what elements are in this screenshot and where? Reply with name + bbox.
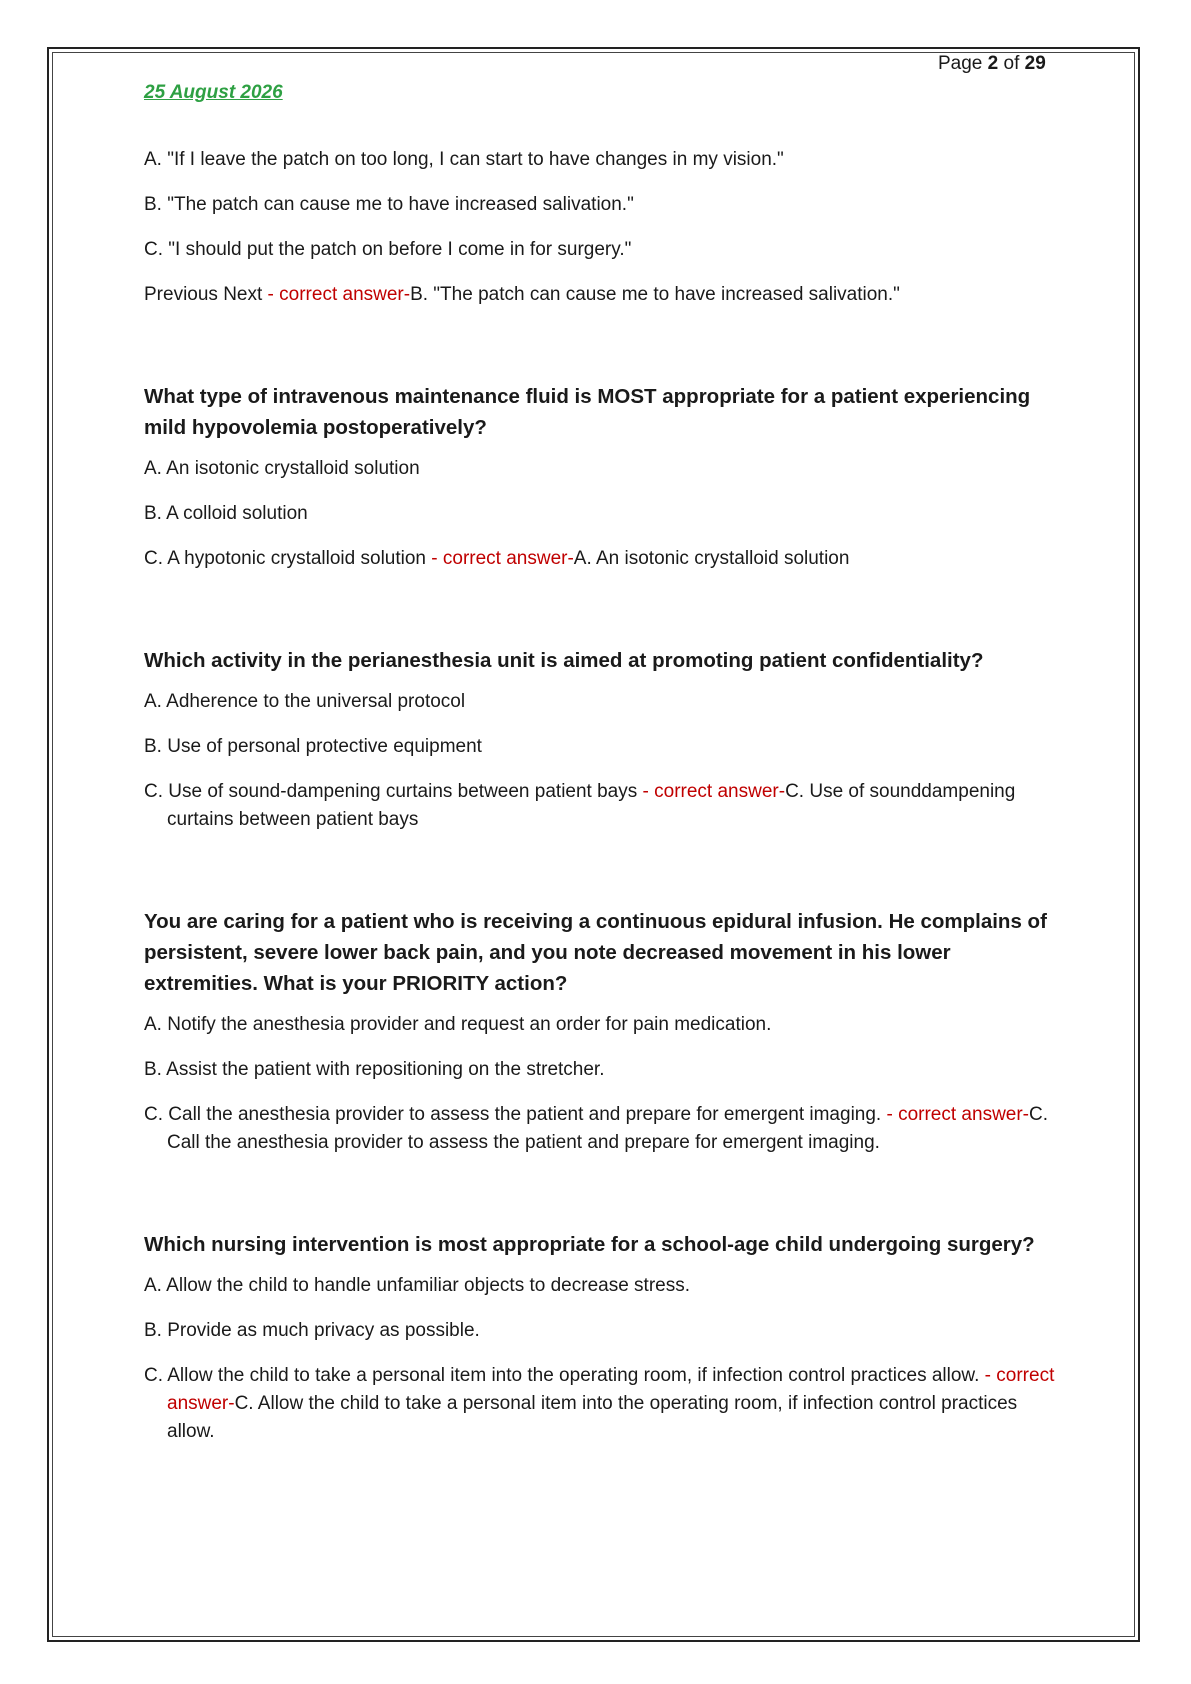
question-spacer	[144, 590, 1064, 645]
question-text: Which activity in the perianesthesia unit is aimed at promoting patient confidentiality?	[144, 649, 984, 672]
question-text: What type of intravenous maintenance fluid is MOST appropriate for a patient experiencing mild hypovolemia postoperatively?	[144, 385, 1031, 439]
option-text: Previous Next	[144, 284, 268, 305]
question-block	[144, 645, 1064, 834]
option-text: C. Allow the child to take a personal item into the operating room, if infection control practices allow.	[144, 1365, 985, 1386]
correct-answer-text: C. Use of sounddampening curtains between patient bays	[167, 781, 1016, 830]
question-text: You are caring for a patient who is receiving a continuous epidural infusion. He complains of persistent, severe lower back pain, and you note decreased movement in his lower extremities. What is your PRIORITY action?	[144, 910, 1047, 995]
option-text: C. A hypotonic crystalloid solution	[144, 548, 432, 569]
question-list	[144, 146, 1064, 1463]
option-text: B. Use of personal protective equipment	[144, 736, 482, 757]
answer-option	[144, 236, 1064, 264]
correct-answer-label: - correct answer-	[267, 284, 411, 305]
option-text: C. Call the anesthesia provider to assess the patient and prepare for emergent imaging.	[144, 1104, 887, 1125]
answer-option	[144, 1362, 1064, 1446]
answer-option	[144, 1317, 1064, 1345]
question-block	[144, 381, 1064, 573]
question-block	[144, 1229, 1064, 1446]
answer-option	[144, 778, 1064, 834]
answer-option	[144, 500, 1064, 528]
correct-answer-label: - correct answer-	[167, 1365, 1055, 1414]
page-current: 2	[987, 53, 999, 74]
answer-option	[144, 733, 1064, 761]
correct-answer-text: A. An isotonic crystalloid solution	[573, 548, 850, 569]
answer-option	[144, 191, 1064, 219]
answer-option	[144, 1011, 1064, 1039]
option-text: B. Provide as much privacy as possible.	[144, 1320, 480, 1341]
question-spacer	[144, 851, 1064, 906]
page-number	[938, 53, 1046, 75]
answer-option	[144, 146, 1064, 174]
answer-option	[144, 455, 1064, 483]
correct-answer-label: - correct answer-	[642, 781, 786, 802]
correct-answer-text: C. Allow the child to take a personal item into the operating room, if infection control practices allow.	[167, 1393, 1018, 1442]
option-text: B. Assist the patient with repositioning on the stretcher.	[144, 1059, 605, 1080]
document-date: 25 August 2026	[144, 82, 283, 103]
answer-option	[144, 545, 1064, 573]
option-text: C. Use of sound-dampening curtains between patient bays	[144, 781, 643, 802]
question-spacer	[144, 1174, 1064, 1229]
question-text: Which nursing intervention is most appropriate for a school-age child undergoing surgery?	[144, 1233, 1035, 1256]
correct-answer-label: - correct answer-	[886, 1104, 1030, 1125]
question-block	[144, 906, 1064, 1157]
option-text: C. "I should put the patch on before I come in for surgery."	[144, 239, 632, 260]
option-text: A. Adherence to the universal protocol	[144, 691, 466, 712]
option-text: B. "The patch can cause me to have increased salivation."	[144, 194, 634, 215]
page-total: 29	[1024, 53, 1046, 74]
option-text: A. Allow the child to handle unfamiliar objects to decrease stress.	[144, 1275, 691, 1296]
question-spacer	[144, 326, 1064, 381]
page-of-label: of	[1003, 53, 1020, 74]
option-text: B. A colloid solution	[144, 503, 308, 524]
correct-answer-text: C. Call the anesthesia provider to assess the patient and prepare for emergent imaging.	[167, 1104, 1049, 1153]
answer-option	[144, 1056, 1064, 1084]
correct-answer-text: B. "The patch can cause me to have increased salivation."	[410, 284, 900, 305]
question-block	[144, 146, 1064, 309]
option-text: A. An isotonic crystalloid solution	[144, 458, 420, 479]
page-label: Page	[938, 53, 983, 74]
option-text: A. Notify the anesthesia provider and request an order for pain medication.	[144, 1014, 772, 1035]
answer-option	[144, 281, 1064, 309]
answer-option	[144, 688, 1064, 716]
answer-option	[144, 1101, 1064, 1157]
option-text: A. "If I leave the patch on too long, I can start to have changes in my vision."	[144, 149, 784, 170]
correct-answer-label: - correct answer-	[431, 548, 574, 569]
answer-option	[144, 1272, 1064, 1300]
